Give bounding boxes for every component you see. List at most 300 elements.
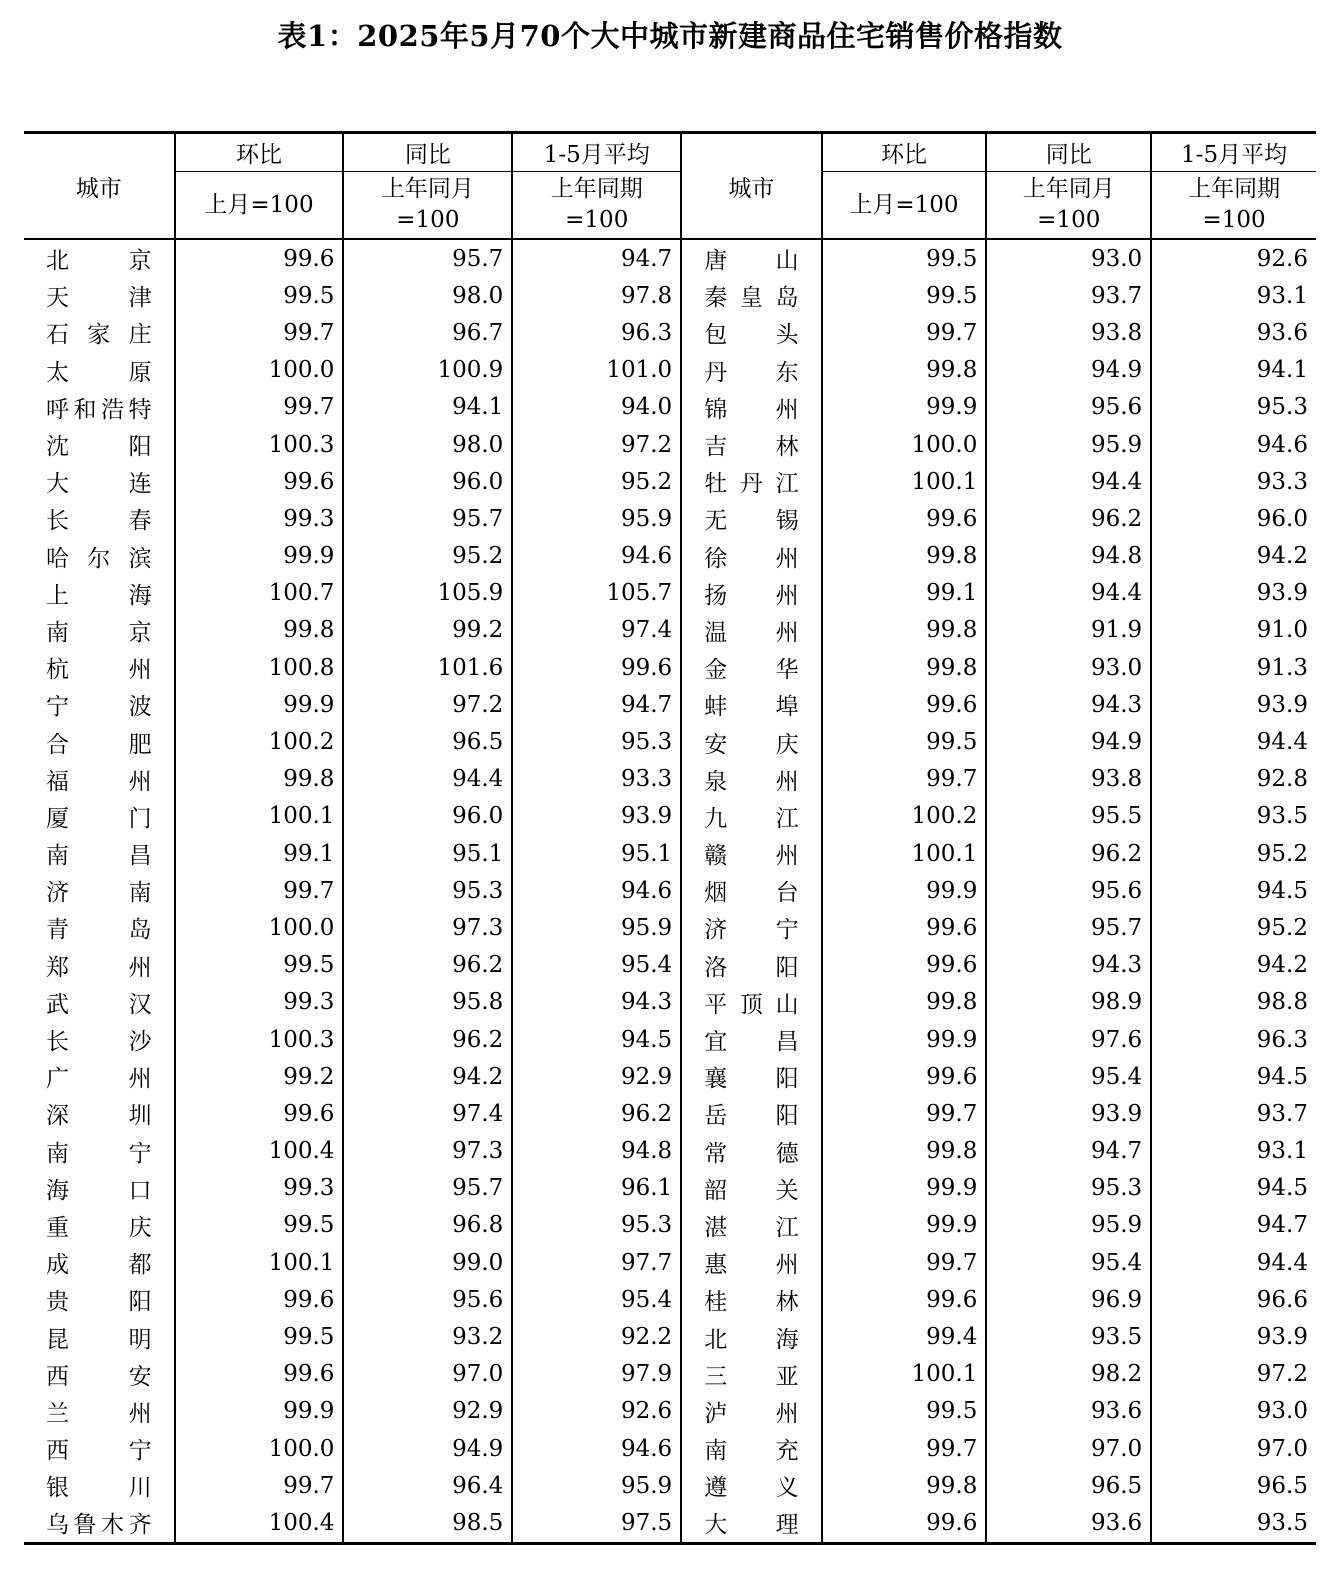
avg-value: 93.1 [1151,277,1316,314]
mom-value: 99.7 [822,314,987,351]
avg-value: 96.0 [1151,500,1316,537]
mom-value: 99.9 [175,686,344,723]
table-row [24,1281,1316,1318]
header-mom-base-2: 上月=100 [822,172,987,240]
city-name: 桂林 [681,1281,821,1318]
yoy-value: 95.2 [343,538,512,575]
mom-value: 99.9 [175,1393,344,1430]
city-name: 烟台 [681,872,821,909]
city-name: 南宁 [46,1140,152,1167]
table-row [24,761,1316,798]
mom-value: 99.6 [822,1058,987,1095]
yoy-value: 95.7 [343,1170,512,1207]
mom-value: 99.7 [175,389,344,426]
avg-value: 94.5 [512,1021,681,1058]
avg-value: 94.7 [512,686,681,723]
yoy-value: 94.8 [986,538,1151,575]
header-yoy-2: 同比 [986,133,1151,172]
avg-value: 91.0 [1151,612,1316,649]
avg-value: 92.6 [1151,239,1316,277]
yoy-value: 96.2 [343,947,512,984]
city-name: 成都 [46,1252,152,1279]
city-name: 沈阳 [46,434,152,461]
mom-value: 100.4 [175,1504,344,1543]
city-name: 长春 [46,508,152,535]
yoy-value: 101.6 [343,649,512,686]
city-name: 昆明 [46,1326,152,1353]
table-row [24,798,1316,835]
city-name: 杭州 [46,657,152,684]
city-name: 呼和浩特 [46,396,152,423]
table-row [24,872,1316,909]
avg-value: 97.8 [512,277,681,314]
city-name: 兰州 [46,1400,152,1427]
yoy-value: 96.2 [986,500,1151,537]
city-name: 包头 [681,314,821,351]
avg-value: 95.4 [512,947,681,984]
table-row [24,1318,1316,1355]
city-name: 吉林 [681,426,821,463]
city-name: 惠州 [681,1244,821,1281]
mom-value: 99.6 [822,1281,987,1318]
yoy-value: 98.2 [986,1356,1151,1393]
city-name: 岳阳 [681,1095,821,1132]
avg-value: 99.6 [512,649,681,686]
mom-value: 100.7 [175,575,344,612]
city-name: 南充 [681,1430,821,1467]
mom-value: 99.5 [175,1318,344,1355]
mom-value: 99.9 [822,389,987,426]
city-name: 南京 [46,619,152,646]
mom-value: 99.6 [822,909,987,946]
table-row [24,947,1316,984]
mom-value: 100.3 [175,1021,344,1058]
avg-value: 94.5 [1151,1170,1316,1207]
avg-value: 93.0 [1151,1393,1316,1430]
mom-value: 99.8 [175,761,344,798]
city-name: 锦州 [681,389,821,426]
mom-value: 100.3 [175,426,344,463]
mom-value: 99.6 [175,463,344,500]
yoy-value: 94.9 [343,1430,512,1467]
yoy-value: 94.3 [986,947,1151,984]
yoy-value: 98.0 [343,277,512,314]
avg-value: 97.9 [512,1356,681,1393]
city-name: 宁波 [46,694,152,721]
header-city-2: 城市 [681,133,821,240]
table-row [24,835,1316,872]
mom-value: 99.8 [822,538,987,575]
avg-value: 96.6 [1151,1281,1316,1318]
mom-value: 99.7 [822,1430,987,1467]
yoy-value: 95.4 [986,1244,1151,1281]
avg-value: 93.3 [512,761,681,798]
mom-value: 100.1 [175,798,344,835]
avg-value: 92.6 [512,1393,681,1430]
city-name: 无锡 [681,500,821,537]
yoy-value: 93.7 [986,277,1151,314]
yoy-value: 95.3 [343,872,512,909]
yoy-value: 95.6 [343,1281,512,1318]
table-row [24,686,1316,723]
city-name: 遵义 [681,1467,821,1504]
yoy-value: 93.6 [986,1393,1151,1430]
city-name: 贵阳 [46,1289,152,1316]
yoy-value: 96.2 [343,1021,512,1058]
city-name: 济南 [46,880,152,907]
avg-value: 95.1 [512,835,681,872]
avg-value: 95.2 [1151,835,1316,872]
mom-value: 99.4 [822,1318,987,1355]
city-name: 重庆 [46,1214,152,1241]
city-name: 扬州 [681,575,821,612]
avg-value: 94.6 [1151,426,1316,463]
avg-value: 93.9 [1151,1318,1316,1355]
header-mom-2: 环比 [822,133,987,172]
city-name: 蚌埠 [681,686,821,723]
avg-value: 94.1 [1151,352,1316,389]
yoy-value: 97.2 [343,686,512,723]
city-name: 泉州 [681,761,821,798]
mom-value: 99.3 [175,984,344,1021]
yoy-value: 93.6 [986,1504,1151,1543]
yoy-value: 94.3 [986,686,1151,723]
table-row [24,1244,1316,1281]
mom-value: 99.9 [822,872,987,909]
yoy-value: 97.3 [343,1133,512,1170]
avg-value: 96.1 [512,1170,681,1207]
avg-value: 94.7 [512,239,681,277]
mom-value: 99.8 [822,1467,987,1504]
yoy-value: 105.9 [343,575,512,612]
yoy-value: 96.2 [986,835,1151,872]
avg-value: 95.9 [512,1467,681,1504]
avg-value: 94.6 [512,538,681,575]
avg-value: 94.4 [1151,1244,1316,1281]
city-name: 大理 [681,1504,821,1543]
avg-value: 97.7 [512,1244,681,1281]
mom-value: 100.2 [822,798,987,835]
mom-value: 99.5 [822,723,987,760]
mom-value: 99.8 [175,612,344,649]
yoy-value: 96.0 [343,798,512,835]
city-name: 长沙 [46,1029,152,1056]
yoy-value: 97.0 [986,1430,1151,1467]
city-name: 金华 [681,649,821,686]
table-row [24,1058,1316,1095]
table-row [24,1133,1316,1170]
mom-value: 99.3 [175,500,344,537]
mom-value: 100.2 [175,723,344,760]
city-name: 湛江 [681,1207,821,1244]
table-row [24,1356,1316,1393]
avg-value: 97.5 [512,1504,681,1543]
mom-value: 99.7 [175,872,344,909]
city-name: 北京 [46,248,152,275]
yoy-value: 94.4 [986,575,1151,612]
mom-value: 99.6 [175,1095,344,1132]
table-body [24,239,1316,1543]
mom-value: 100.8 [175,649,344,686]
avg-value: 93.9 [512,798,681,835]
avg-value: 95.2 [512,463,681,500]
table-row [24,314,1316,351]
city-name: 唐山 [681,239,821,277]
mom-value: 99.7 [822,761,987,798]
avg-value: 92.2 [512,1318,681,1355]
header-yoy-base: 上年同月 =100 [343,172,512,240]
yoy-value: 96.5 [986,1467,1151,1504]
avg-value: 97.4 [512,612,681,649]
city-name: 泸州 [681,1393,821,1430]
table-title: 表1：2025年5月70个大中城市新建商品住宅销售价格指数 [277,19,1063,53]
mom-value: 100.1 [822,1356,987,1393]
mom-value: 99.8 [822,352,987,389]
yoy-value: 98.0 [343,426,512,463]
table-row [24,984,1316,1021]
table-row [24,389,1316,426]
avg-value: 94.6 [512,872,681,909]
avg-value: 96.3 [1151,1021,1316,1058]
avg-value: 94.2 [1151,538,1316,575]
mom-value: 99.9 [175,538,344,575]
mom-value: 99.6 [822,1504,987,1543]
city-name: 厦门 [46,805,152,832]
city-name: 安庆 [681,723,821,760]
city-name: 上海 [46,582,152,609]
mom-value: 99.7 [175,314,344,351]
table-row [24,538,1316,575]
city-name: 哈尔滨 [46,545,152,572]
header-avg-2: 1-5月平均 [1151,133,1316,172]
avg-value: 93.1 [1151,1133,1316,1170]
yoy-value: 94.2 [343,1058,512,1095]
avg-value: 93.5 [1151,798,1316,835]
mom-value: 100.0 [175,909,344,946]
city-name: 丹东 [681,352,821,389]
table-row [24,649,1316,686]
yoy-value: 95.9 [986,1207,1151,1244]
city-name: 韶关 [681,1170,821,1207]
mom-value: 99.8 [822,649,987,686]
avg-value: 93.5 [1151,1504,1316,1543]
city-name: 银川 [46,1475,152,1502]
yoy-value: 96.9 [986,1281,1151,1318]
yoy-value: 96.8 [343,1207,512,1244]
table-row [24,500,1316,537]
mom-value: 99.8 [822,984,987,1021]
city-name: 西宁 [46,1438,152,1465]
yoy-value: 95.4 [986,1058,1151,1095]
mom-value: 99.1 [822,575,987,612]
yoy-value: 93.8 [986,314,1151,351]
yoy-value: 95.7 [986,909,1151,946]
header-mom-base: 上月=100 [175,172,344,240]
yoy-value: 97.3 [343,909,512,946]
yoy-value: 96.4 [343,1467,512,1504]
city-name: 北海 [681,1318,821,1355]
mom-value: 99.6 [822,500,987,537]
header-city: 城市 [24,133,175,240]
avg-value: 93.3 [1151,463,1316,500]
mom-value: 99.6 [822,686,987,723]
table-row [24,1207,1316,1244]
yoy-value: 98.9 [986,984,1151,1021]
city-name: 赣州 [681,835,821,872]
table-header [24,133,1316,240]
city-name: 平顶山 [681,984,821,1021]
table-row [24,1430,1316,1467]
mom-value: 99.6 [175,1281,344,1318]
mom-value: 99.8 [822,1133,987,1170]
yoy-value: 96.0 [343,463,512,500]
avg-value: 94.7 [1151,1207,1316,1244]
mom-value: 99.7 [175,1467,344,1504]
yoy-value: 95.7 [343,239,512,277]
mom-value: 99.6 [175,1356,344,1393]
mom-value: 99.9 [822,1170,987,1207]
avg-value: 94.5 [1151,1058,1316,1095]
mom-value: 99.5 [175,277,344,314]
table-row [24,909,1316,946]
table-row [24,1021,1316,1058]
table-row [24,1170,1316,1207]
yoy-value: 93.2 [343,1318,512,1355]
avg-value: 95.3 [1151,389,1316,426]
city-name: 海口 [46,1177,152,1204]
avg-value: 94.3 [512,984,681,1021]
city-name: 太原 [46,359,152,386]
header-avg-base-2: 上年同期 =100 [1151,172,1316,240]
table-row [24,352,1316,389]
city-name: 大连 [46,471,152,498]
mom-value: 99.1 [175,835,344,872]
city-name: 牡丹江 [681,463,821,500]
city-name: 三亚 [681,1356,821,1393]
city-name: 九江 [681,798,821,835]
yoy-value: 93.8 [986,761,1151,798]
city-name: 青岛 [46,917,152,944]
avg-value: 96.5 [1151,1467,1316,1504]
yoy-value: 97.0 [343,1356,512,1393]
avg-value: 96.3 [512,314,681,351]
yoy-value: 94.4 [343,761,512,798]
yoy-value: 97.6 [986,1021,1151,1058]
mom-value: 99.7 [822,1244,987,1281]
yoy-value: 95.3 [986,1170,1151,1207]
table-row [24,723,1316,760]
yoy-value: 95.8 [343,984,512,1021]
city-name: 温州 [681,612,821,649]
avg-value: 91.3 [1151,649,1316,686]
table-row [24,1467,1316,1504]
mom-value: 100.0 [822,426,987,463]
table-row [24,1393,1316,1430]
city-name: 合肥 [46,731,152,758]
mom-value: 100.0 [175,352,344,389]
avg-value: 93.9 [1151,686,1316,723]
table-row [24,426,1316,463]
mom-value: 99.2 [175,1058,344,1095]
mom-value: 99.6 [175,239,344,277]
avg-value: 94.6 [512,1430,681,1467]
yoy-value: 96.7 [343,314,512,351]
city-name: 乌鲁木齐 [24,1504,175,1543]
yoy-value: 94.1 [343,389,512,426]
avg-value: 95.2 [1151,909,1316,946]
mom-value: 99.5 [175,947,344,984]
avg-value: 93.6 [1151,314,1316,351]
avg-value: 95.3 [512,1207,681,1244]
avg-value: 92.9 [512,1058,681,1095]
city-name: 宜昌 [681,1021,821,1058]
yoy-value: 95.9 [986,426,1151,463]
yoy-value: 93.5 [986,1318,1151,1355]
yoy-value: 95.7 [343,500,512,537]
avg-value: 101.0 [512,352,681,389]
avg-value: 97.2 [1151,1356,1316,1393]
table-row [24,463,1316,500]
yoy-value: 96.5 [343,723,512,760]
yoy-value: 99.0 [343,1244,512,1281]
mom-value: 100.0 [175,1430,344,1467]
header-avg: 1-5月平均 [512,133,681,172]
mom-value: 99.7 [822,1095,987,1132]
mom-value: 99.5 [175,1207,344,1244]
yoy-value: 93.0 [986,649,1151,686]
mom-value: 99.6 [822,947,987,984]
mom-value: 99.8 [822,612,987,649]
table-row [24,1095,1316,1132]
avg-value: 95.9 [512,500,681,537]
yoy-value: 97.4 [343,1095,512,1132]
avg-value: 95.9 [512,909,681,946]
avg-value: 96.2 [512,1095,681,1132]
avg-value: 97.0 [1151,1430,1316,1467]
city-name: 天津 [46,285,152,312]
city-name: 济宁 [681,909,821,946]
avg-value: 94.2 [1151,947,1316,984]
table-row [24,575,1316,612]
avg-value: 95.3 [512,723,681,760]
mom-value: 99.9 [822,1021,987,1058]
yoy-value: 95.5 [986,798,1151,835]
yoy-value: 91.9 [986,612,1151,649]
avg-value: 105.7 [512,575,681,612]
city-name: 武汉 [46,991,152,1018]
mom-value: 99.5 [822,239,987,277]
avg-value: 92.8 [1151,761,1316,798]
table-row [24,612,1316,649]
yoy-value: 99.2 [343,612,512,649]
mom-value: 99.9 [822,1207,987,1244]
yoy-value: 94.9 [986,723,1151,760]
avg-value: 94.5 [1151,872,1316,909]
city-name: 洛阳 [681,947,821,984]
yoy-value: 95.6 [986,389,1151,426]
mom-value: 100.1 [822,835,987,872]
avg-value: 94.4 [1151,723,1316,760]
city-name: 石家庄 [46,322,152,349]
yoy-value: 94.4 [986,463,1151,500]
mom-value: 100.1 [822,463,987,500]
yoy-value: 94.7 [986,1133,1151,1170]
avg-value: 94.8 [512,1133,681,1170]
city-name: 福州 [46,768,152,795]
city-name: 郑州 [46,954,152,981]
yoy-value: 93.9 [986,1095,1151,1132]
city-name: 南昌 [46,843,152,870]
